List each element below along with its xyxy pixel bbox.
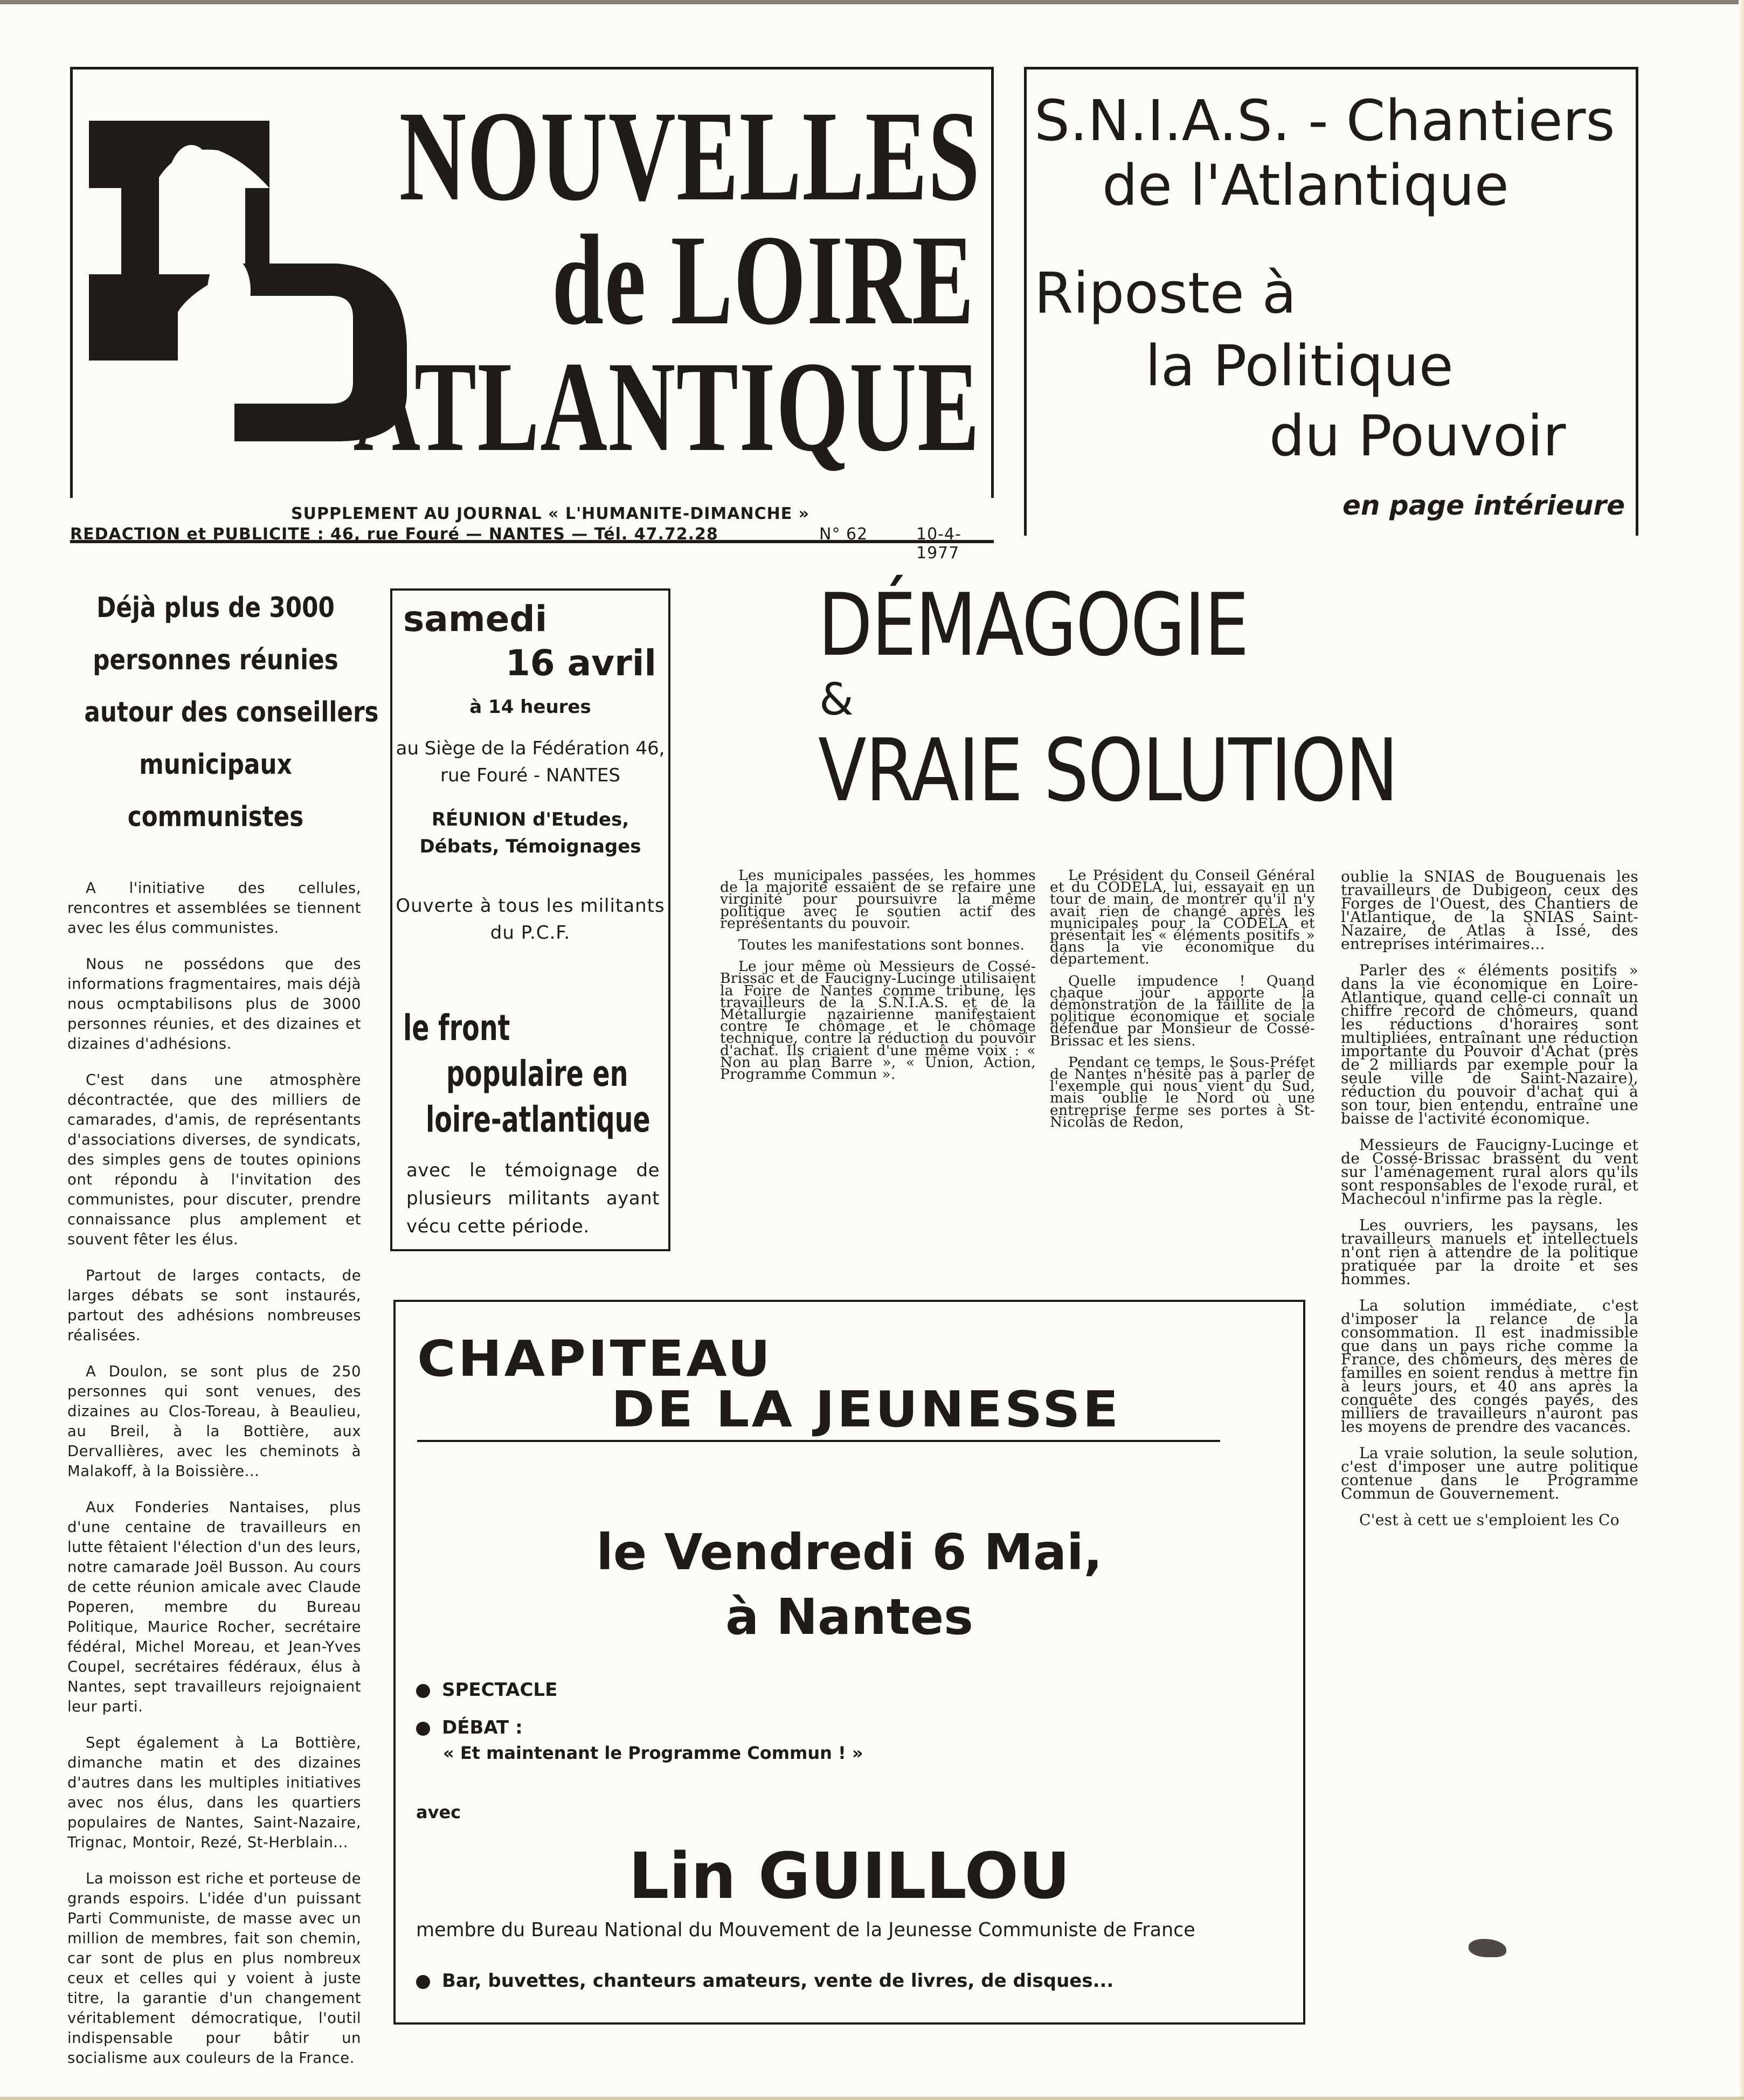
paper-damage-stain <box>1469 1939 1506 1957</box>
chapiteau-box <box>393 1300 1305 2025</box>
masthead-title-line3: ATLANTIQUE <box>353 335 980 478</box>
editorial-address: REDACTION et PUBLICITE : 46, rue Fouré — NANTES — Tél. 47.72.28 <box>70 525 718 544</box>
main-headline-line2: VRAIE SOLUTION <box>818 720 1398 821</box>
event-time: à 14 heures <box>469 696 591 718</box>
program-item-label: DÉBAT : <box>442 1717 523 1738</box>
main-article-column-2 <box>1050 867 1315 1138</box>
chapiteau-date: le Vendredi 6 Mai, <box>596 1523 1103 1581</box>
left-article-body <box>67 878 361 2084</box>
paragraph: Quelle impudence ! Quand chaque jour apporte la démonstration de la faillite de la politique économique et sociale défendue par Monsieur de Cossé-Brissac et les siens. <box>1050 972 1315 1049</box>
teaser-line: la Politique <box>1145 333 1454 399</box>
issue-date: 10-4-1977 <box>916 525 961 563</box>
paragraph: Aux Fonderies Nantaises, plus d'une centaine de travailleurs en lutte fêtaient l'élection d'un des leurs, notre camarade Joël Busson. Au cours de cette réunion amicale avec Claude Poperen, membre du Bureau Politique, Maurice Rocher, secrétaire fédéral, Michel Moreau, et Jean-Yves Coupel, secrétaires fédéraux, élus à Nantes, sept travailleurs rejoignaient leur parti. <box>67 1499 361 1715</box>
headline-line: municipaux <box>139 748 292 781</box>
paragraph: La moisson est riche et porteuse de grands espoirs. L'idée d'un puissant Parti Communiste, de masse avec un million de membres, fait son chemin, car sont de plus en plus nombreux ceux et celles qui y voient à juste titre, la garantie d'un changement véritablement démocratique, l'outil indispensable pour bâtir un socialisme aux couleurs de la France. <box>67 1870 361 2067</box>
bullet-icon <box>416 1975 430 1989</box>
program-item <box>416 1679 557 1701</box>
main-headline-line1: DÉMAGOGIE <box>818 574 1249 675</box>
event-place: au Siège de la Fédération 46, rue Fouré - NANTES <box>396 738 665 786</box>
teaser-page-ref: en page intérieure <box>1342 490 1625 521</box>
paragraph: A Doulon, se sont plus de 250 personnes qui sont venues, des dizaines au Clos-Toreau, à Beaulieu, au Breil, à la Bottière, aux Dervallières, avec les cheminots à Malakoff, à la Boissière... <box>67 1363 361 1480</box>
headline-line: communistes <box>127 801 304 833</box>
event-meeting: RÉUNION d'Etudes, Débats, Témoignages <box>419 809 641 857</box>
masthead-title-line2: de LOIRE <box>552 208 975 351</box>
event-open-to: Ouverte à tous les militants du P.C.F. <box>396 895 665 944</box>
main-article-column-1 <box>720 867 1036 1090</box>
event-testimony: avec le témoignage de plusieurs militants ayant vécu cette période. <box>406 1160 660 1237</box>
page-right-edge <box>1739 0 1744 2100</box>
masthead-title-line1: NOUVELLES <box>399 84 980 227</box>
paragraph: A l'initiative des cellules, rencontres et assemblées se tiennent avec les élus communistes. <box>67 879 361 937</box>
paragraph: C'est dans une atmosphère décontractée, que des milliers de camarades, d'amis, de représentants d'associations diverses, de syndicats, des simples gens de toutes opinions ont répondu à l'invitation des communistes, pour discuter, prendre connaissance plus amplement et souvent fêter les élus. <box>67 1071 361 1248</box>
paragraph: Les ouvriers, les paysans, les travailleurs manuels et intellectuels n'ont rien à attendre de la politique pratiquée par la droite et ses hommes. <box>1341 1216 1638 1288</box>
program-item-label: SPECTACLE <box>442 1679 558 1701</box>
supplement-note: SUPPLEMENT AU JOURNAL « L'HUMANITE-DIMANCHE » <box>291 504 810 523</box>
event-box <box>390 588 670 1251</box>
chapiteau-title-line1: CHAPITEAU <box>417 1330 773 1388</box>
event-day: samedi <box>403 598 548 640</box>
paragraph: Les municipales passées, les hommes de la majorité essaient de se refaire une virginité pour poursuivre la même politique avec le soutien actif des représentants du pouvoir. <box>720 867 1036 932</box>
paragraph: La vraie solution, la seule solution, c'est d'imposer une autre politique contenue dans le Programme Commun de Gouvernement. <box>1341 1444 1638 1502</box>
paragraph: C'est à cett ue s'emploient les Co <box>1359 1511 1620 1529</box>
guest-name: Lin GUILLOU <box>628 1839 1070 1913</box>
page-top-edge <box>0 0 1744 4</box>
paragraph: Messieurs de Faucigny-Lucinge et de Cossé-Brissac brassent du vent sur l'aménagement rural alors qu'ils sont responsables de l'exode rural, et Machecoul n'infirme pas la règle. <box>1341 1136 1638 1208</box>
teaser-line: Riposte à <box>1034 260 1297 326</box>
teaser-box <box>1024 67 1638 536</box>
event-theme-line: loire-atlantique <box>426 1099 650 1140</box>
teaser-line: du Pouvoir <box>1269 403 1566 469</box>
program-item <box>416 1970 1113 1992</box>
chapiteau-title-line2: DE LA JEUNESSE <box>611 1381 1121 1438</box>
page-bottom-edge <box>0 2097 1744 2100</box>
paragraph: Le jour même où Messieurs de Cossé-Brissac et de Faucigny-Lucinge utilisaient la Foire de Nantes comme tribune, les travailleurs de la S.N.I.A.S. et de la Métallurgie nazairienne manifestaient contre le chômage et le chômage technique, contre la réduction du pouvoir d'achat. Ils criaient d'une même voix : « Non au plan Barre », « Union, Action, Programme Commun ». <box>720 958 1036 1083</box>
issue-number: N° 62 <box>819 525 868 544</box>
main-article-column-3 <box>1341 870 1638 1540</box>
paragraph: Pendant ce temps, le Sous-Préfet de Nantes n'hésite pas à parler de l'exemple qui nous vient du Sud, mais oublie le Nord où une entreprise ferme ses portes à St-Nicolas de Redon, <box>1050 1054 1315 1131</box>
program-item-label: Bar, buvettes, chanteurs amateurs, vente de livres, de disques... <box>442 1970 1114 1992</box>
masthead <box>70 67 994 498</box>
left-article-headline <box>59 582 379 843</box>
paragraph: Partout de larges contacts, de larges débats se sont instaurés, partout des adhésions nombreuses réalisées. <box>67 1267 361 1344</box>
main-headline-ampersand: & <box>819 674 854 725</box>
event-theme-line: le front <box>403 1007 510 1049</box>
debate-quote: « Et maintenant le Programme Commun ! » <box>443 1743 863 1763</box>
bullet-icon <box>416 1722 430 1736</box>
paragraph: Sept également à La Bottière, dimanche matin et des dizaines d'autres dans les multiples initiatives avec nos élus, dans les quartiers populaires de Nantes, Saint-Nazaire, Trignac, Montoir, Rezé, St-Herblain... <box>67 1734 361 1851</box>
paragraph: oublie la SNIAS de Bouguenais les travailleurs de Dubigeon, ceux des Forges de l'Ouest, des Chantiers de l'Atlantique, de la SNIAS Saint-Nazaire, de Atlas à Issé, des entreprises intérimaires... <box>1341 868 1638 953</box>
headline-line: autour des conseillers <box>84 696 379 729</box>
paragraph: La solution immédiate, c'est d'imposer la relance de la consommation. Il est inadmissible que dans un pays riche comme la France, des chômeurs, des mères de familles en soient rendus à mettre fin à leurs jours, et 40 ans après la conquête des congés payés, des milliers de travailleurs n'auront pas les moyens de prendre des vacances. <box>1341 1297 1638 1436</box>
paragraph: Toutes les manifestations sont bonnes. <box>738 937 1025 954</box>
paragraph: Nous ne possédons que des informations fragmentaires, mais déjà nous ocmptabilisons plus de 3000 personnes réunies, et des dizaines et dizaines d'adhésions. <box>67 955 361 1052</box>
teaser-line: de l'Atlantique <box>1102 153 1509 218</box>
chapiteau-divider <box>417 1440 1220 1442</box>
event-theme-line: populaire en <box>446 1053 628 1094</box>
guest-role: membre du Bureau National du Mouvement de la Jeunesse Communiste de France <box>416 1919 1195 1941</box>
program-item <box>416 1717 523 1738</box>
headline-line: Déjà plus de 3000 <box>96 592 335 624</box>
event-date: 16 avril <box>505 642 656 684</box>
chapiteau-place: à Nantes <box>725 1588 973 1646</box>
paragraph: Parler des « éléments positifs » dans la vie économique en Loire-Atlantique, quand celle-ci connaît un chiffre record de chômeurs, quand les réductions d'horaires sont multipliées, entraînant une réduction importante du Pouvoir d'Achat (près de 2 milliards par exemple pour la seule ville de Saint-Nazaire), réduction du pouvoir d'achat qui à son tour, bien entendu, entraîne une baisse de l'activité économique. <box>1341 961 1638 1127</box>
teaser-line: S.N.I.A.S. - Chantiers <box>1034 88 1615 154</box>
headline-line: personnes réunies <box>93 644 338 676</box>
paragraph: Le Président du Conseil Général et du CODELA, lui, essayait en un tour de main, de montrer qu'il n'y avait rien de changé après les municipales pour la CODELA et présentait les « éléments positifs » dans la vie économique du département. <box>1050 867 1315 968</box>
guest-intro: avec <box>416 1802 461 1822</box>
bullet-icon <box>416 1684 430 1698</box>
